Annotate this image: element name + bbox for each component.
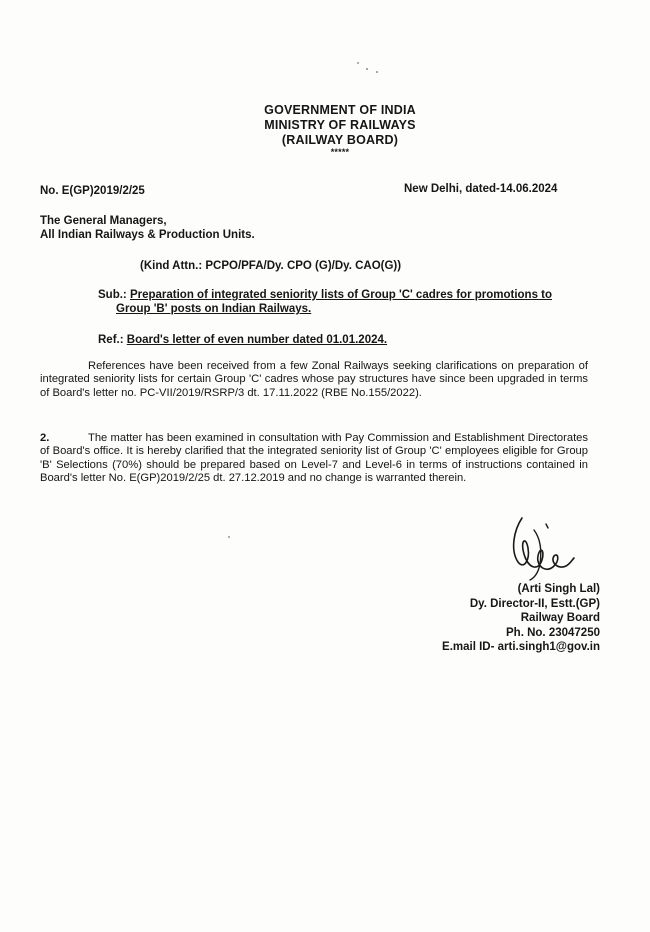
reference-label: Ref.: bbox=[98, 334, 124, 346]
letterhead-board: (RAILWAY BOARD) bbox=[281, 133, 399, 147]
letter-place-date: New Delhi, dated-14.06.2024 bbox=[404, 183, 558, 195]
subject-line-2: Group 'B' posts on Indian Railways. bbox=[116, 303, 312, 315]
paragraph-1-text: References have been received from a few Zonal Railways seeking clarifications on preparation of integrated seniority lists for certain Group 'C' cadres whose pay structures have since been upgraded in terms of Board's letter no. PC-VII/2019/RSRP/3 dt. 17.11.2022 (RBE No.155/2022). bbox=[40, 360, 588, 399]
signatory-office: Railway Board bbox=[520, 612, 600, 625]
scan-speck bbox=[366, 68, 368, 70]
subject-label: Sub.: bbox=[98, 289, 127, 301]
addressee bbox=[40, 214, 255, 242]
signatory-name: (Arti Singh Lal) bbox=[517, 583, 600, 595]
reference bbox=[98, 333, 387, 347]
scan-speck bbox=[357, 62, 359, 64]
signatory-phone: Ph. No. 23047250 bbox=[506, 626, 600, 639]
letterhead-ministry: MINISTRY OF RAILWAYS bbox=[264, 118, 416, 132]
letterhead-government: GOVERNMENT OF INDIA bbox=[264, 103, 416, 117]
kind-attention: (Kind Attn.: PCPO/PFA/Dy. CPO (G)/Dy. CAO(G)) bbox=[140, 260, 402, 272]
addressee-line-1: The General Managers, bbox=[40, 215, 167, 227]
letterhead-stars: ***** bbox=[330, 147, 350, 157]
handwritten-signature bbox=[500, 510, 580, 582]
reference-value: Board's letter of even number dated 01.01.2024. bbox=[126, 334, 388, 346]
paragraph-1 bbox=[40, 360, 588, 400]
addressee-line-2: All Indian Railways & Production Units. bbox=[40, 229, 255, 241]
paragraph-2-text: The matter has been examined in consultation with Pay Commission and Establishment Directorates of Board's office. It is hereby clarified that the integrated seniority list of Group 'C' employees eligible for Group 'B' Selections (70%) should be prepared based on Level-7 and Level-6 in terms of instructions contained in Board's letter No. E(GP)2019/2/25 dt. 27.12.2019 and no change is warranted therein. bbox=[40, 432, 588, 485]
signatory-email: E.mail ID- arti.singh1@gov.in bbox=[442, 641, 600, 654]
paragraph-2-number: 2. bbox=[40, 432, 50, 444]
letterhead bbox=[0, 103, 650, 157]
scan-speck bbox=[228, 536, 230, 538]
subject bbox=[98, 288, 598, 316]
paragraph-2 bbox=[40, 432, 588, 486]
scan-speck bbox=[376, 71, 378, 73]
letter-number: No. E(GP)2019/2/25 bbox=[40, 185, 145, 197]
signature-block bbox=[424, 582, 600, 655]
signatory-designation: Dy. Director-II, Estt.(GP) bbox=[469, 597, 600, 610]
subject-line-1: Preparation of integrated seniority lists of Group 'C' cadres for promotions to bbox=[129, 289, 553, 301]
